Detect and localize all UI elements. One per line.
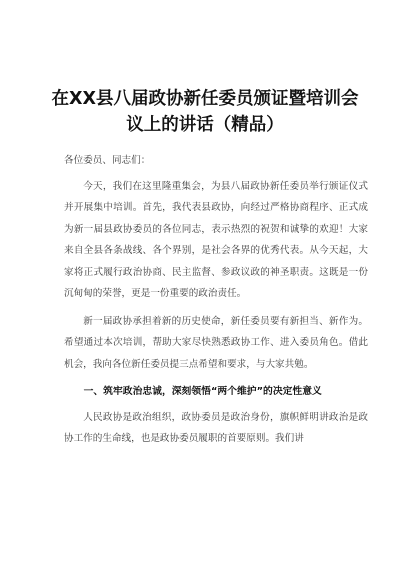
title-line-1: 在XX县八届政协新任委员颁证暨培训会	[51, 89, 359, 109]
document-title	[46, 86, 364, 138]
salutation: 各位委员、同志们：	[64, 155, 151, 166]
section-heading: 一、筑牢政治忠诚，深刻领悟“两个维护”的决定性意义	[83, 386, 322, 397]
paragraph-opening: 今天，我们在这里隆重集会，为县八届政协新任委员举行颁证仪式并开展集中培训。首先，我代表县政协，向经过严格协商程序、正式成为新一届县政协委员的各位同志，表示热烈的祝贺和诚挚的欢迎！大家来自全县各条战线、各个界别，是社会各界的优秀代表。从今天起，大家将正式履行政治协商、民主监督、参政议政的神圣职责。这既是一份沉甸甸的荣誉，更是一份重要的政治责任。	[64, 180, 368, 299]
paragraph-expectations: 新一届政协承担着新的历史使命，新任委员要有新担当、新作为。希望通过本次培训，帮助大家尽快熟悉政协工作、进入委员角色。借此机会，我向各位新任委员提三点希望和要求，与大家共勉。	[64, 315, 368, 370]
document-body	[64, 150, 368, 456]
section-paragraph: 人民政协是政治组织，政协委员是政治身份，旗帜鲜明讲政治是政协工作的生命线，也是政协委员履职的首要原则。我们讲	[64, 411, 368, 444]
title-line-2: 议上的讲话（精品）	[126, 115, 284, 135]
